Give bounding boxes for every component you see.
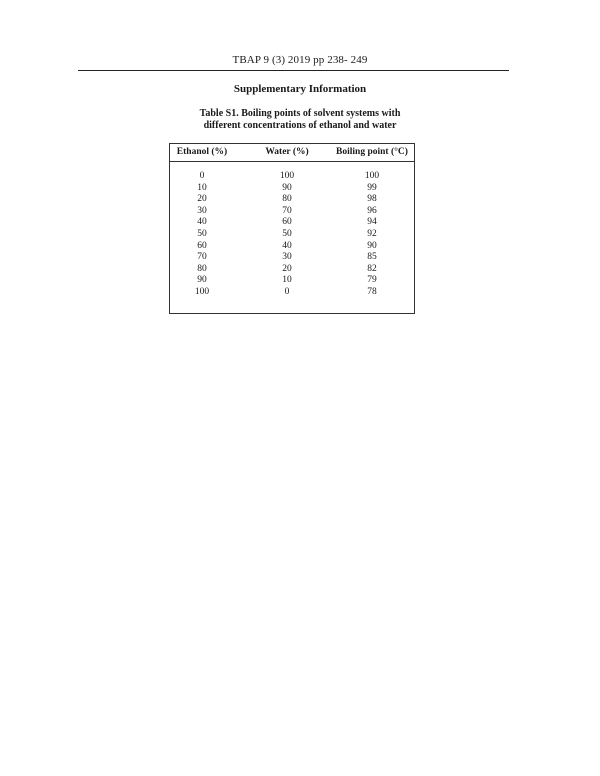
table-row: [170, 275, 414, 287]
table-row: [170, 171, 414, 183]
cell-boiling-point: 85: [367, 252, 377, 263]
table-caption: [0, 108, 600, 132]
table-row: [170, 264, 414, 276]
cell-ethanol: 100: [194, 286, 210, 297]
column-header-ethanol: Ethanol (%): [176, 147, 228, 157]
section-title: Supplementary Information: [233, 83, 367, 95]
cell-boiling-point: 96: [367, 205, 377, 216]
table-row: [170, 194, 414, 206]
cell-water: 80: [282, 194, 292, 205]
column-header-water: Water (%): [265, 147, 309, 157]
cell-boiling-point: 79: [367, 275, 377, 286]
header-rule: [78, 70, 509, 71]
cell-ethanol: 30: [197, 205, 207, 216]
cell-ethanol: 90: [197, 275, 207, 286]
cell-ethanol: 40: [197, 217, 207, 228]
table-caption-line-1: Table S1. Boiling points of solvent systems with: [199, 108, 401, 119]
cell-water: 50: [282, 228, 292, 239]
cell-boiling-point: 98: [367, 194, 377, 205]
cell-ethanol: 60: [197, 240, 207, 251]
cell-water: 0: [284, 286, 290, 297]
cell-boiling-point: 99: [367, 182, 377, 193]
cell-water: 60: [282, 217, 292, 228]
cell-boiling-point: 94: [367, 217, 377, 228]
table-row: [170, 287, 414, 299]
cell-ethanol: 20: [197, 194, 207, 205]
cell-boiling-point: 90: [367, 240, 377, 251]
cell-boiling-point: 78: [367, 286, 377, 297]
table-row: [170, 229, 414, 241]
cell-ethanol: 80: [197, 263, 207, 274]
cell-water: 70: [282, 205, 292, 216]
cell-water: 40: [282, 240, 292, 251]
table-row: [170, 183, 414, 195]
cell-boiling-point: 82: [367, 263, 377, 274]
cell-water: 10: [282, 275, 292, 286]
boiling-point-table: [169, 143, 415, 314]
cell-boiling-point: 92: [367, 228, 377, 239]
cell-water: 100: [279, 171, 295, 181]
cell-water: 90: [282, 182, 292, 193]
cell-ethanol: 50: [197, 228, 207, 239]
table-row: [170, 252, 414, 264]
cell-ethanol: 0: [199, 171, 205, 181]
header-separator: [170, 161, 414, 162]
cell-water: 20: [282, 263, 292, 274]
column-header-boiling-point: Boiling point (°C): [336, 147, 408, 157]
running-header: TBAP 9 (3) 2019 pp 238- 249: [232, 54, 368, 66]
table-header-row: [170, 147, 414, 159]
table-row: [170, 241, 414, 253]
cell-ethanol: 70: [197, 252, 207, 263]
cell-water: 30: [282, 252, 292, 263]
table-row: [170, 217, 414, 229]
table-body: [170, 171, 414, 299]
cell-boiling-point: 100: [364, 171, 380, 181]
table-row: [170, 206, 414, 218]
cell-ethanol: 10: [197, 182, 207, 193]
table-caption-line-2: different concentrations of ethanol and water: [203, 120, 397, 131]
